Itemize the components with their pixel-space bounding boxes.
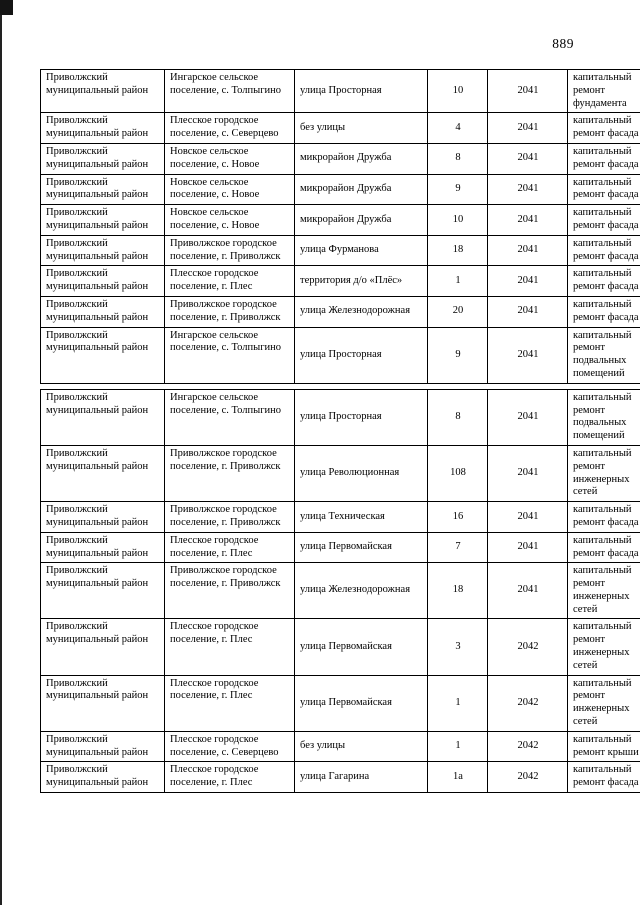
cell-year: 2042: [488, 675, 568, 731]
cell-year: 2041: [488, 563, 568, 619]
cell-district: Приволжский муниципальный район: [41, 266, 165, 297]
table-row: [41, 113, 640, 144]
cell-settlement: Приволжское городское поселение, г. Приволжск: [165, 296, 295, 327]
cell-street: микрорайон Дружба: [295, 143, 428, 174]
cell-work: капитальный ремонт фасада: [568, 266, 640, 297]
cell-house: 9: [428, 174, 488, 205]
cell-year: 2041: [488, 174, 568, 205]
cell-work: капитальный ремонт фасада: [568, 143, 640, 174]
cell-street: улица Первомайская: [295, 675, 428, 731]
cell-house: 10: [428, 205, 488, 236]
cell-district: Приволжский муниципальный район: [41, 675, 165, 731]
cell-house: 1: [428, 675, 488, 731]
cell-district: Приволжский муниципальный район: [41, 235, 165, 266]
cell-street: улица Гагарина: [295, 762, 428, 793]
cell-house: 1: [428, 731, 488, 762]
cell-street: улица Железнодорожная: [295, 296, 428, 327]
cell-house: 1а: [428, 762, 488, 793]
cell-settlement: Плесское городское поселение, с. Северцево: [165, 731, 295, 762]
cell-work: капитальный ремонт фасада: [568, 113, 640, 144]
cell-street: улица Просторная: [295, 389, 428, 445]
cell-street: микрорайон Дружба: [295, 174, 428, 205]
cell-street: микрорайон Дружба: [295, 205, 428, 236]
cell-work: капитальный ремонт фасада: [568, 235, 640, 266]
table-row: [41, 235, 640, 266]
cell-settlement: Плесское городское поселение, с. Северцево: [165, 113, 295, 144]
cell-work: капитальный ремонт крыши: [568, 731, 640, 762]
table-row: [41, 502, 640, 533]
table-row: [41, 563, 640, 619]
cell-house: 9: [428, 327, 488, 383]
cell-year: 2041: [488, 205, 568, 236]
cell-house: 18: [428, 563, 488, 619]
cell-district: Приволжский муниципальный район: [41, 70, 165, 113]
cell-settlement: Приволжское городское поселение, г. Приволжск: [165, 445, 295, 501]
table-row: [41, 205, 640, 236]
repairs-table-section-2: [40, 389, 640, 793]
cell-street: территория д/о «Плёс»: [295, 266, 428, 297]
cell-settlement: Ингарское сельское поселение, с. Толпыгино: [165, 327, 295, 383]
cell-street: улица Просторная: [295, 327, 428, 383]
cell-house: 4: [428, 113, 488, 144]
table-row: [41, 532, 640, 563]
cell-year: 2041: [488, 296, 568, 327]
cell-house: 18: [428, 235, 488, 266]
table-row: [41, 174, 640, 205]
cell-street: улица Просторная: [295, 70, 428, 113]
cell-year: 2042: [488, 762, 568, 793]
cell-house: 108: [428, 445, 488, 501]
cell-settlement: Приволжское городское поселение, г. Приволжск: [165, 563, 295, 619]
cell-work: капитальный ремонт инженерных сетей: [568, 675, 640, 731]
cell-street: улица Первомайская: [295, 532, 428, 563]
cell-street: улица Первомайская: [295, 619, 428, 675]
cell-work: капитальный ремонт фасада: [568, 174, 640, 205]
cell-year: 2041: [488, 143, 568, 174]
cell-year: 2041: [488, 235, 568, 266]
cell-district: Приволжский муниципальный район: [41, 113, 165, 144]
cell-house: 1: [428, 266, 488, 297]
cell-street: улица Фурманова: [295, 235, 428, 266]
table-row: [41, 731, 640, 762]
cell-settlement: Ингарское сельское поселение, с. Толпыгино: [165, 389, 295, 445]
table-row: [41, 70, 640, 113]
cell-year: 2042: [488, 731, 568, 762]
cell-house: 20: [428, 296, 488, 327]
cell-house: 3: [428, 619, 488, 675]
scan-edge-artifact: [0, 0, 2, 905]
cell-work: капитальный ремонт фасада: [568, 502, 640, 533]
cell-house: 7: [428, 532, 488, 563]
cell-settlement: Новское сельское поселение, с. Новое: [165, 143, 295, 174]
cell-work: капитальный ремонт подвальных помещений: [568, 327, 640, 383]
cell-work: капитальный ремонт фасада: [568, 532, 640, 563]
cell-settlement: Плесское городское поселение, г. Плес: [165, 619, 295, 675]
table-row: [41, 266, 640, 297]
table-row: [41, 675, 640, 731]
cell-district: Приволжский муниципальный район: [41, 762, 165, 793]
cell-work: капитальный ремонт подвальных помещений: [568, 389, 640, 445]
table-row: [41, 445, 640, 501]
repairs-table-section-1: [40, 69, 640, 384]
cell-year: 2041: [488, 389, 568, 445]
cell-year: 2042: [488, 619, 568, 675]
cell-year: 2041: [488, 266, 568, 297]
cell-district: Приволжский муниципальный район: [41, 532, 165, 563]
cell-year: 2041: [488, 532, 568, 563]
cell-year: 2041: [488, 445, 568, 501]
cell-year: 2041: [488, 70, 568, 113]
cell-district: Приволжский муниципальный район: [41, 205, 165, 236]
cell-year: 2041: [488, 502, 568, 533]
cell-district: Приволжский муниципальный район: [41, 327, 165, 383]
cell-street: без улицы: [295, 731, 428, 762]
cell-district: Приволжский муниципальный район: [41, 389, 165, 445]
cell-settlement: Ингарское сельское поселение, с. Толпыгино: [165, 70, 295, 113]
cell-district: Приволжский муниципальный район: [41, 445, 165, 501]
cell-settlement: Плесское городское поселение, г. Плес: [165, 532, 295, 563]
cell-settlement: Приволжское городское поселение, г. Приволжск: [165, 502, 295, 533]
cell-house: 8: [428, 389, 488, 445]
cell-house: 16: [428, 502, 488, 533]
cell-house: 10: [428, 70, 488, 113]
cell-district: Приволжский муниципальный район: [41, 731, 165, 762]
cell-work: капитальный ремонт инженерных сетей: [568, 619, 640, 675]
cell-settlement: Плесское городское поселение, г. Плес: [165, 762, 295, 793]
cell-district: Приволжский муниципальный район: [41, 563, 165, 619]
table-row: [41, 389, 640, 445]
cell-work: капитальный ремонт инженерных сетей: [568, 445, 640, 501]
cell-settlement: Новское сельское поселение, с. Новое: [165, 174, 295, 205]
cell-work: капитальный ремонт инженерных сетей: [568, 563, 640, 619]
cell-street: улица Революционная: [295, 445, 428, 501]
table-row: [41, 762, 640, 793]
cell-settlement: Новское сельское поселение, с. Новое: [165, 205, 295, 236]
cell-work: капитальный ремонт фасада: [568, 205, 640, 236]
repairs-table-container: [40, 69, 639, 793]
cell-district: Приволжский муниципальный район: [41, 296, 165, 327]
table-row: [41, 143, 640, 174]
cell-settlement: Плесское городское поселение, г. Плес: [165, 266, 295, 297]
cell-district: Приволжский муниципальный район: [41, 174, 165, 205]
cell-street: улица Железнодорожная: [295, 563, 428, 619]
scan-corner-artifact: [0, 0, 13, 15]
cell-settlement: Приволжское городское поселение, г. Приволжск: [165, 235, 295, 266]
cell-house: 8: [428, 143, 488, 174]
cell-work: капитальный ремонт фасада: [568, 762, 640, 793]
cell-district: Приволжский муниципальный район: [41, 502, 165, 533]
cell-work: капитальный ремонт фундамента: [568, 70, 640, 113]
cell-work: капитальный ремонт фасада: [568, 296, 640, 327]
cell-year: 2041: [488, 113, 568, 144]
cell-street: улица Техническая: [295, 502, 428, 533]
table-row: [41, 296, 640, 327]
cell-street: без улицы: [295, 113, 428, 144]
cell-settlement: Плесское городское поселение, г. Плес: [165, 675, 295, 731]
table-row: [41, 619, 640, 675]
cell-district: Приволжский муниципальный район: [41, 143, 165, 174]
page-number: 889: [552, 36, 574, 51]
cell-district: Приволжский муниципальный район: [41, 619, 165, 675]
cell-year: 2041: [488, 327, 568, 383]
table-row: [41, 327, 640, 383]
